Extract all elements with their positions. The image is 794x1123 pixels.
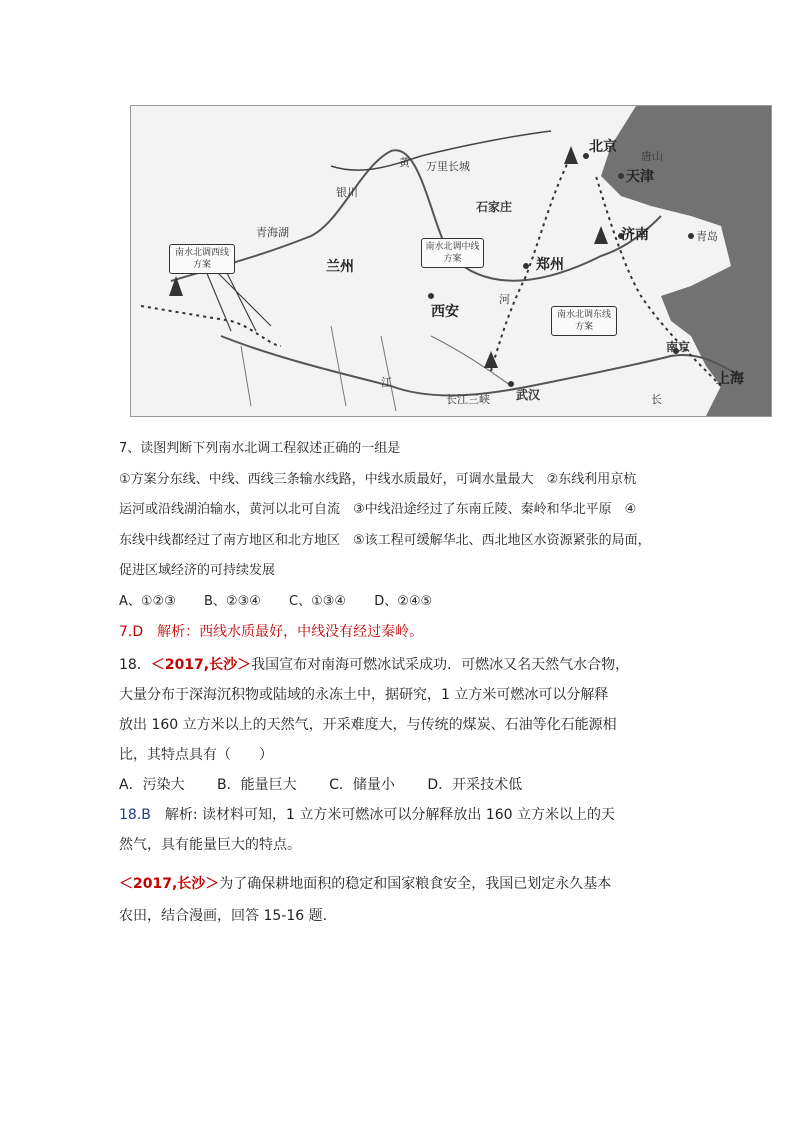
q7-line-3: 东线中线都经过了南方地区和北方地区 ⑤该工程可缓解华北、西北地区水资源紧张的局面， (119, 532, 651, 548)
q7-option-a: A、①②③ (119, 593, 176, 609)
q7-line-2: 运河或沿线湖泊输水，黄河以北可自流 ③中线沿途经过了东南丘陵、秦岭和华北平原 ④ (119, 502, 637, 517)
label-xian: 西安 (431, 304, 459, 320)
q18-source-tag: ＜2017,长沙＞ (150, 657, 252, 673)
city-dot-zhengzhou (523, 263, 529, 269)
west-route-line (141, 306, 281, 346)
q18-answer-number: 18.B (119, 807, 151, 823)
q18-line-2: 大量分布于深海沉积物或陆域的永冻土中，据研究，1 立方米可燃冰可以分解释 (119, 687, 609, 703)
next-line-1: 为了确保耕地面积的稳定和国家粮食安全，我国已划定永久基本 (219, 876, 612, 892)
west-route-box: 南水北调西线方案 (169, 244, 235, 274)
city-dot-xian (428, 293, 434, 299)
label-beijing: 北京 (589, 139, 617, 155)
q18-line-4: 比，其特点具有（ ） (119, 747, 273, 763)
q18-option-c: C．储量小 (329, 777, 395, 793)
q7-option-b: B、②③④ (204, 593, 261, 609)
city-dot-wuhan (508, 381, 514, 387)
label-qingdao: 青岛 (696, 230, 718, 243)
arrow-east (594, 226, 608, 244)
q18-answer-line-2: 然气，具有能量巨大的特点。 (119, 837, 301, 853)
q18-answer-text-1: 解析: 读材料可知，1 立方米可燃冰可以分解释放出 160 立方米以上的天 (150, 807, 616, 823)
next-first-line (119, 868, 689, 900)
east-route-box: 南水北调东线方案 (551, 306, 617, 336)
arrow-middle-south (484, 351, 498, 368)
label-great-wall: 万里长城 (426, 160, 470, 173)
label-river-chang: 长 (651, 393, 662, 406)
next-question-intro (119, 868, 689, 932)
label-tianjin: 天津 (626, 169, 654, 185)
q18-first-line (119, 650, 689, 680)
label-three-gorges: 长江三峡 (446, 393, 490, 406)
q18-answer-line-1 (119, 800, 689, 830)
q18-option-a: A．污染大 (119, 777, 185, 793)
label-shanghai: 上海 (716, 371, 744, 387)
q7-options (119, 587, 689, 618)
label-jinan: 济南 (621, 227, 649, 243)
yellow-river (171, 150, 661, 281)
label-shijiazhuang: 石家庄 (476, 200, 513, 214)
q7-line-4: 促进区域经济的可持续发展 (119, 563, 276, 578)
south-north-water-diversion-map (130, 105, 772, 417)
label-qinghai-lake: 青海湖 (256, 226, 289, 239)
label-yellow-river: 黄 (399, 156, 410, 169)
west-box-pointers (206, 271, 271, 331)
question-7 (119, 434, 689, 648)
q18-line-3: 放出 160 立方米以上的天然气，开采难度大，与传统的煤炭、石油等化石能源相 (119, 717, 617, 733)
label-lanzhou: 兰州 (326, 259, 354, 275)
q7-stem: 7、读图判断下列南水北调工程叙述正确的一组是 (119, 441, 401, 456)
q7-line-1: ①方案分东线、中线、西线三条输水线路，中线水质最好，可调水量最大 ②东线利用京杭 (119, 471, 637, 487)
label-wuhan: 武汉 (516, 388, 541, 402)
q7-option-c: C、①③④ (289, 593, 347, 609)
question-18 (119, 650, 689, 860)
q18-option-b: B．能量巨大 (217, 777, 297, 793)
next-source-tag: ＜2017,长沙＞ (119, 876, 220, 892)
next-line-2: 农田，结合漫画，回答 15-16 题. (119, 908, 328, 924)
q18-line-1: 我国宣布对南海可燃冰试采成功．可燃冰又名天然气水合物， (251, 657, 630, 673)
city-dot-qingdao (688, 233, 694, 239)
arrow-middle-north (564, 146, 578, 164)
yangtze-river (221, 336, 741, 395)
q18-option-d: D．开采技术低 (427, 777, 523, 793)
label-tangshan: 唐山 (641, 150, 663, 163)
q18-options (119, 770, 689, 800)
sea-area (601, 106, 771, 416)
q18-number: 18． (119, 657, 151, 673)
city-dot-tianjin (618, 173, 624, 179)
label-yinchuan: 银川 (336, 186, 358, 199)
label-nanjing: 南京 (666, 340, 691, 354)
tributary-1 (331, 326, 346, 406)
q7-answer: 7.D 解析：西线水质最好，中线没有经过秦岭。 (119, 624, 424, 640)
label-zhengzhou: 郑州 (536, 257, 564, 273)
label-river-jiang: 江 (381, 376, 392, 389)
label-river-he: 河 (499, 293, 510, 306)
tributary-3 (241, 346, 251, 406)
q7-option-d: D、②④⑤ (374, 593, 433, 609)
middle-route-box: 南水北调中线方案 (421, 238, 484, 268)
